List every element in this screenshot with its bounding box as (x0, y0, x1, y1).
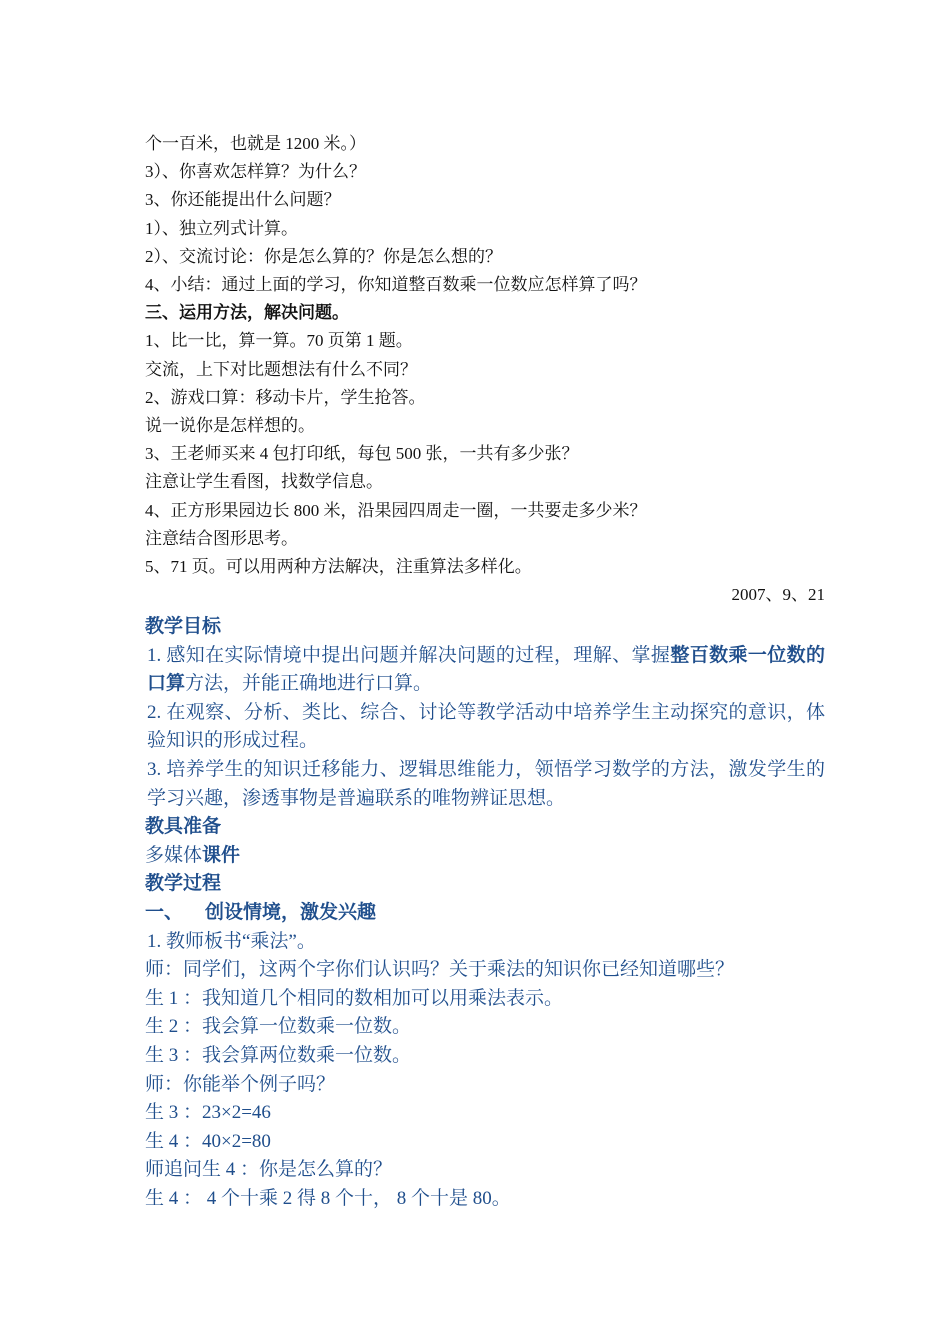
dialogue-line: 生 3 ：我会算两位数乘一位数。 (145, 1044, 412, 1066)
lesson-review-section (145, 130, 825, 609)
goals-heading: 教学目标 (145, 616, 222, 637)
dialogue-line: 生 4 ：40×2=80 (145, 1130, 271, 1152)
goal-item-3: 3. 培养学生的知识迁移能力、逻辑思维能力，领悟学习数学的方法，激发学生的学习兴趣，渗透事物是普遍联系的唯物辨证思想。 (147, 758, 825, 809)
goal-item-1 (145, 642, 825, 699)
lesson-plan-section (145, 613, 825, 1213)
dialogue-line: 1. 教师板书“乘法”。 (147, 930, 316, 952)
text-line: 3、王老师买来 4 包打印纸，每包 500 张，一共有多少张？ (145, 444, 579, 464)
text-line: 1）、独立列式计算。 (145, 218, 298, 238)
section-heading: 三、运用方法，解决问题。 (145, 303, 349, 323)
step-number: 一、 (145, 901, 184, 923)
tools-heading: 教具准备 (145, 816, 222, 838)
dialogue-line: 生 3 ：23×2=46 (145, 1102, 271, 1124)
step-title: 创设情境，激发兴趣 (205, 901, 377, 923)
text-line: 4、正方形果园边长 800 米，沿果园四周走一圈，一共要走多少米？ (145, 500, 647, 520)
dialogue-line: 师：你能举个例子吗？ (145, 1073, 336, 1095)
tools-text: 多媒体 (145, 844, 203, 866)
goal-keyword: 整百数乘一位数的口算 (147, 644, 825, 695)
text-line: 说一说你是怎样想的。 (145, 416, 315, 436)
dialogue-line: 生 1 ：我知道几个相同的数相加可以用乘法表示。 (145, 987, 564, 1009)
text-line: 交流，上下对比题想法有什么不同？ (145, 359, 417, 379)
text-line: 4、小结：通过上面的学习，你知道整百数乘一位数应怎样算了吗？ (145, 275, 647, 295)
tools-line (145, 842, 825, 871)
goal-item-2: 2. 在观察、分析、类比、综合、讨论等教学活动中培养学生主动探究的意识，体验知识的形成过程。 (147, 701, 825, 752)
dialogue-line: 生 2 ：我会算一位数乘一位数。 (145, 1016, 412, 1038)
document-date: 2007、9、21 (731, 585, 825, 605)
process-heading: 教学过程 (145, 873, 222, 895)
tools-keyword: 课件 (202, 844, 241, 866)
dialogue-line: 师：同学们，这两个字你们认识吗？关于乘法的知识你已经知道哪些？ (145, 959, 735, 981)
text-line: 2）、交流讨论：你是怎么算的？你是怎么想的？ (145, 246, 502, 266)
text-line: 1、比一比，算一算。70 页第 1 题。 (145, 331, 413, 351)
text-line: 注意结合图形思考。 (145, 528, 298, 548)
goal-text: 1. 感知在实际情境中提出问题并解决问题的过程，理解、掌握 (147, 644, 671, 666)
text-line: 2、游戏口算：移动卡片，学生抢答。 (145, 387, 426, 407)
text-line: 3、你还能提出什么问题？ (145, 190, 341, 210)
dialogue-line: 生 4 ： 4 个十乘 2 得 8 个十， 8 个十是 80。 (145, 1187, 511, 1209)
text-line: 3）、你喜欢怎样算？为什么？ (145, 162, 366, 182)
text-line: 5、71 页。可以用两种方法解决，注重算法多样化。 (145, 557, 532, 577)
step-heading (145, 899, 825, 928)
dialogue-line: 师追问生 4 ：你是怎么算的？ (145, 1159, 393, 1181)
text-line: 个一百米，也就是 1200 米。） (145, 134, 366, 153)
text-line: 注意让学生看图，找数学信息。 (145, 472, 383, 492)
goal-text: 方法，并能正确地进行口算。 (185, 673, 433, 695)
